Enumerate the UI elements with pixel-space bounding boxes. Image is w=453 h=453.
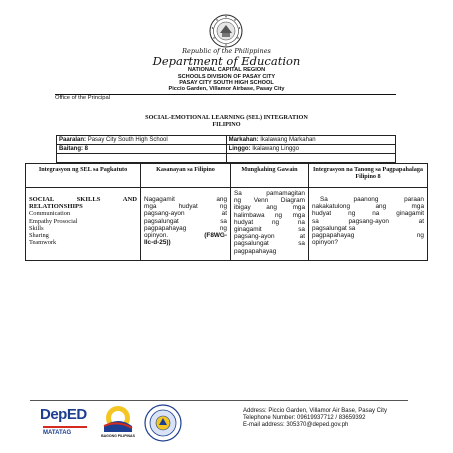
division-text: SCHOOLS DIVISION OF PASAY CITY [177,74,276,80]
kasanayan-line-code [144,232,227,239]
info-row-3 [57,154,396,163]
deped-matatag-logo [40,404,90,440]
school-address: Piccio Garden, Villamor Airbase, Pasay City [168,86,285,92]
tanong-cell [309,188,428,261]
table-row [26,188,428,261]
linggo-cell [226,145,395,154]
gawain-line: ginagamit sa [234,226,305,234]
logo-stripe [43,426,87,428]
tanong-line: sa pagsang-ayon at [312,217,424,225]
school-name: PASAY CITY SOUTH HIGH SCHOOL [179,80,274,86]
deped-logo-text: DepED [40,406,87,423]
kasanayan-line: pagpapahayag ng [144,224,227,232]
header-gawain: Mungkahing Gawain [231,164,309,188]
gawain-cell [231,188,309,261]
linggo-label: Linggo: [228,145,251,152]
table-header-row [26,164,428,188]
tanong-line: pagsalungat sa [312,224,356,232]
bagong-pilipinas-text: BAGONG PILIPINAS [101,434,135,438]
gawain-line: halimbawa ng mga [234,211,305,219]
sel-heading-line2: RELATIONSHIPS [29,203,83,211]
markahan-cell [226,136,395,145]
kasanayan-line: opinyon. [144,232,169,240]
sel-title-line2: FILIPINO [212,121,241,128]
competency-code-a: (F8WG- [204,232,227,240]
republic-text: Republic of the Philippines [182,47,271,55]
sel-cell [26,188,141,261]
sel-item: Empathy Prosocial [29,217,78,225]
department-title: Department of Education [152,54,301,68]
sel-integration-table [25,163,428,261]
gawain-line: pagsalungat sa [234,240,305,248]
footer-address: Address: Piccio Garden, Villamor Air Base, Pasay City [243,408,387,414]
gawain-line-last: pagpapahayag [234,247,277,255]
tanong-line: pagpapahayag ng [312,232,424,240]
header-kasanayan: Kasanayan sa Filipino [141,164,231,188]
paaralan-value: Pasay City South High School [87,136,168,143]
sel-item: Skills [29,224,44,232]
empty-cell [226,154,395,163]
info-row-2 [57,145,396,154]
gawain-line: ng Venn Diagram [234,197,305,205]
sel-title-line1: SOCIAL-EMOTIONAL LEARNING (SEL) INTEGRATION [145,114,308,121]
header-tanong: Integrasyon na Tanong sa Pagpapahalaga Filipino 8 [309,164,428,188]
matatag-text: MATATAG [43,430,72,436]
header-sel: Integrasyon ng SEL sa Pagkatuto [26,164,141,188]
school-seal-icon [144,404,182,442]
paaralan-cell [57,136,227,145]
baitang-cell [57,145,227,154]
footer-email: E-mail address: 305370@deped.gov.ph [243,422,349,428]
kasanayan-line: Nagagamit ang [144,196,227,203]
office-label: Office of the Principal [55,95,110,101]
competency-code-b: IIc-d-25)) [144,239,171,247]
baitang-label: Baitang: 8 [59,145,89,152]
deped-seal-icon [209,14,243,48]
kasanayan-line: mga hudyat ng [144,203,227,211]
gawain-line: Sa pamamagitan [234,190,305,197]
sel-item: Communication [29,210,71,218]
kasanayan-cell [141,188,231,261]
bagong-pilipinas-emblem-icon [100,404,136,434]
kasanayan-line: pagsang-ayon at [144,210,227,218]
info-table [56,135,396,163]
region-text: NATIONAL CAPITAL REGION [187,67,266,73]
footer-telephone: Telephone Number: 09619937712 / 83659392 [243,415,366,421]
bagong-pilipinas-logo [100,404,136,440]
gawain-line: pagsang-ayon at [234,233,305,241]
gawain-line: ibigay ang mga [234,204,305,212]
paaralan-label: Paaralan: [59,136,87,143]
sel-title [0,114,453,128]
info-row-1 [57,136,396,145]
tanong-line: hudyat ng na ginagamit [312,210,424,218]
tanong-line: Sa paanong paraan [320,196,424,203]
gawain-line: hudyat ng na [234,218,305,226]
tanong-line-last: opinyon? [312,239,338,247]
sel-item: Teamwork [29,239,57,247]
kasanayan-line: pagsalungat sa [144,217,227,225]
sel-heading-line1: SOCIAL SKILLS AND [29,196,137,203]
linggo-value: Ikalawang Linggo [252,145,299,152]
markahan-value: Ikalawang Markahan [260,136,316,143]
sel-item: Sharing [29,232,49,240]
tanong-line: nakakatulong ang mga [312,203,424,211]
markahan-label: Markahan: [228,136,259,143]
empty-cell [57,154,227,163]
footer-divider [30,400,408,401]
